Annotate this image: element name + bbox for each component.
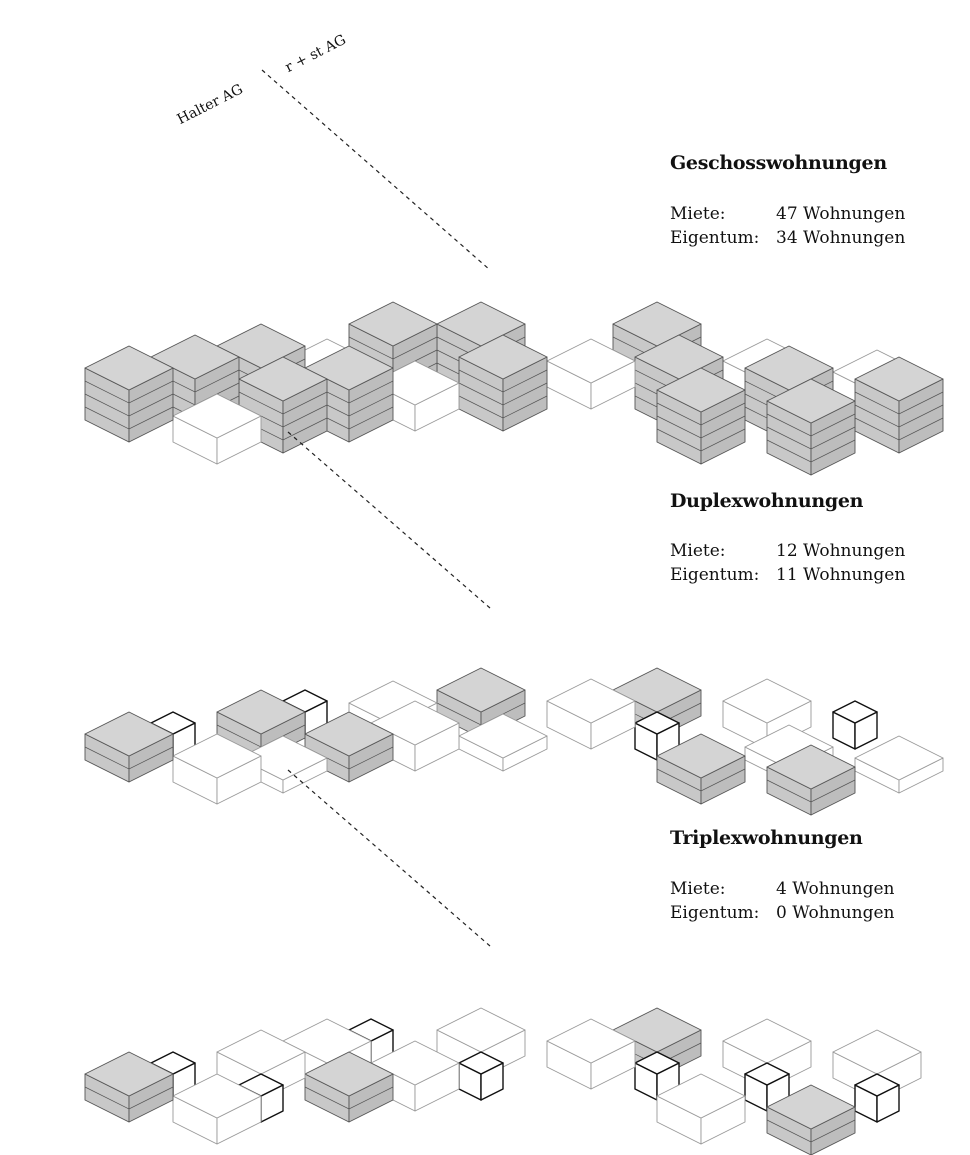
stat-row-miete: [670, 539, 905, 563]
stat-label: Eigentum:: [670, 903, 760, 923]
stat-label: Miete:: [670, 541, 726, 561]
owner-label-rst: r + st AG: [282, 31, 349, 76]
stat-label: Eigentum:: [670, 228, 760, 248]
stat-row-eigentum: [670, 563, 905, 587]
duplex-diagram: [85, 668, 943, 815]
geschoss-diagram: [85, 302, 943, 475]
stat-value: 0 Wohnungen: [776, 903, 895, 923]
section-title-duplex: Duplexwohnungen: [670, 490, 864, 512]
property-divider-line: [262, 70, 490, 270]
triplex-diagram: [85, 1008, 921, 1155]
stat-label: Miete:: [670, 879, 726, 899]
stat-label: Eigentum:: [670, 565, 760, 585]
property-divider-line: [288, 770, 490, 946]
stat-value: 12 Wohnungen: [776, 541, 906, 561]
stats-duplex: [670, 539, 905, 587]
property-divider-line: [288, 432, 490, 608]
stat-row-eigentum: [670, 901, 894, 925]
stat-value: 47 Wohnungen: [776, 204, 906, 224]
stat-value: 34 Wohnungen: [776, 228, 906, 248]
stat-row-miete: [670, 202, 905, 226]
section-title-triplex: Triplexwohnungen: [670, 827, 863, 849]
stats-triplex: [670, 877, 894, 925]
owner-label-halter: Halter AG: [174, 81, 246, 128]
stat-value: 11 Wohnungen: [776, 565, 906, 585]
stats-geschoss: [670, 202, 905, 250]
stat-row-eigentum: [670, 226, 905, 250]
stat-row-miete: [670, 877, 894, 901]
section-title-geschoss: Geschosswohnungen: [670, 152, 887, 174]
stat-value: 4 Wohnungen: [776, 879, 895, 899]
stat-label: Miete:: [670, 204, 726, 224]
